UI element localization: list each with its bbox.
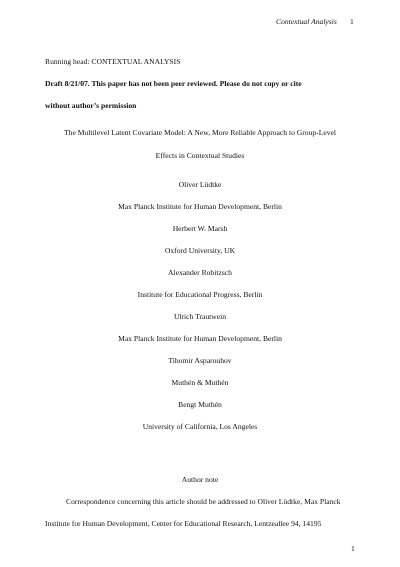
author-affiliation: Muthén & Muthén [171,378,229,387]
running-head: Running head: CONTEXTUAL ANALYSIS [45,57,181,66]
correspondence-line-1: Correspondence concerning this article should be addressed to Oliver Lüdtke, Max Planck [66,497,341,506]
paper-title-line-2: Effects in Contextual Studies [155,151,245,160]
author-affiliation: Oxford University, UK [164,246,236,255]
author-name: Ulrich Trautwein [173,312,227,321]
author-affiliation: Institute for Educational Progress, Berlin [137,290,263,299]
header-page-number: 1 [350,17,354,26]
author-name: Tihomir Asparouhov [168,356,232,365]
draft-notice-line-1: Draft 8/21/07. This paper has not been peer reviewed. Please do not copy or cite [45,79,302,88]
paper-title-line-1: The Multilevel Latent Covariate Model: A New, More Reliable Approach to Group-Level [64,128,336,137]
draft-notice-line-2: without author’s permission [45,101,137,110]
running-header-title: Contextual Analysis [276,17,337,26]
author-name: Oliver Lüdtke [178,180,222,189]
author-name: Herbert W. Marsh [172,224,228,233]
author-name: Alexander Robitzsch [168,268,232,277]
author-affiliation: University of California, Los Angeles [142,422,258,431]
author-note-heading: Author note [181,475,219,484]
footer-page-number: 1 [351,544,355,553]
author-name: Bengt Muthén [178,400,222,409]
correspondence-line-2: Institute for Human Development, Center for Educational Research, Lentzeallee 94, 14195 [45,519,322,528]
author-affiliation: Max Planck Institute for Human Development, Berlin [118,202,282,211]
author-affiliation: Max Planck Institute for Human Development, Berlin [118,334,282,343]
